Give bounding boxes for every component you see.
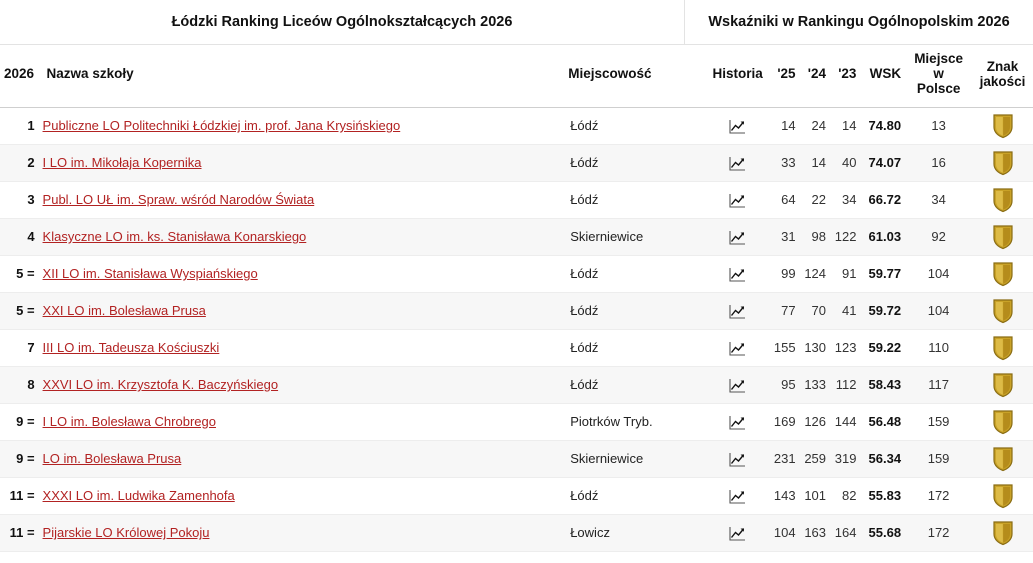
cell-rank: 11 = — [0, 514, 39, 551]
col-header-place[interactable] — [905, 45, 972, 107]
col-header-wsk[interactable]: WSK — [860, 45, 905, 107]
cell-rank: 9 = — [0, 440, 39, 477]
table-row — [0, 181, 1033, 218]
quality-shield-icon — [992, 113, 1014, 139]
cell-2025: 14 — [769, 107, 799, 144]
cell-city: Łódź — [566, 292, 706, 329]
table-row — [0, 366, 1033, 403]
line-chart-icon[interactable] — [729, 452, 746, 467]
school-link[interactable]: XXXI LO im. Ludwika Zamenhofa — [42, 488, 235, 503]
cell-wsk: 58.43 — [860, 366, 905, 403]
table-header-row — [0, 45, 1033, 107]
cell-2024: 259 — [800, 440, 830, 477]
line-chart-icon[interactable] — [729, 415, 746, 430]
cell-city: Łódź — [566, 366, 706, 403]
cell-quality-mark — [972, 366, 1033, 403]
cell-2024: 126 — [800, 403, 830, 440]
cell-2023: 144 — [830, 403, 860, 440]
cell-city: Łowicz — [566, 514, 706, 551]
col-header-2024[interactable]: '24 — [800, 45, 830, 107]
cell-quality-mark — [972, 107, 1033, 144]
cell-wsk: 56.34 — [860, 440, 905, 477]
cell-wsk: 55.68 — [860, 514, 905, 551]
line-chart-icon[interactable] — [729, 526, 746, 541]
cell-2024: 133 — [800, 366, 830, 403]
cell-quality-mark — [972, 181, 1033, 218]
cell-wsk: 66.72 — [860, 181, 905, 218]
cell-2023: 123 — [830, 329, 860, 366]
quality-shield-icon — [992, 335, 1014, 361]
line-chart-icon[interactable] — [729, 156, 746, 171]
cell-school — [39, 255, 567, 292]
cell-quality-mark — [972, 514, 1033, 551]
quality-shield-icon — [992, 520, 1014, 546]
cell-place: 13 — [905, 107, 972, 144]
cell-2023: 319 — [830, 440, 860, 477]
cell-school — [39, 329, 567, 366]
cell-2023: 91 — [830, 255, 860, 292]
cell-school — [39, 144, 567, 181]
table-header — [0, 45, 1033, 107]
cell-history[interactable] — [706, 107, 769, 144]
cell-school — [39, 514, 567, 551]
table-row — [0, 107, 1033, 144]
table-row — [0, 329, 1033, 366]
cell-wsk: 59.22 — [860, 329, 905, 366]
cell-2023: 112 — [830, 366, 860, 403]
cell-quality-mark — [972, 329, 1033, 366]
cell-quality-mark — [972, 440, 1033, 477]
cell-rank: 1 — [0, 107, 39, 144]
col-header-place-line1: Miejsce — [914, 51, 963, 67]
line-chart-icon[interactable] — [729, 267, 746, 282]
cell-wsk: 55.83 — [860, 477, 905, 514]
quality-shield-icon — [992, 224, 1014, 250]
line-chart-icon[interactable] — [729, 489, 746, 504]
cell-2024: 24 — [800, 107, 830, 144]
cell-history[interactable] — [706, 255, 769, 292]
cell-city: Skierniewice — [566, 440, 706, 477]
cell-school — [39, 218, 567, 255]
cell-school — [39, 366, 567, 403]
cell-history[interactable] — [706, 514, 769, 551]
cell-rank: 2 — [0, 144, 39, 181]
title-bar — [0, 0, 1033, 45]
cell-quality-mark — [972, 403, 1033, 440]
cell-history[interactable] — [706, 292, 769, 329]
cell-history[interactable] — [706, 144, 769, 181]
cell-city: Łódź — [566, 107, 706, 144]
cell-rank: 8 — [0, 366, 39, 403]
cell-history[interactable] — [706, 440, 769, 477]
cell-rank: 3 — [0, 181, 39, 218]
cell-2024: 98 — [800, 218, 830, 255]
school-link[interactable]: LO im. Bolesława Prusa — [42, 451, 182, 466]
cell-quality-mark — [972, 218, 1033, 255]
school-link[interactable]: III LO im. Tadeusza Kościuszki — [42, 340, 220, 355]
cell-2025: 231 — [769, 440, 799, 477]
school-link[interactable]: XXI LO im. Bolesława Prusa — [42, 303, 206, 318]
cell-place: 92 — [905, 218, 972, 255]
cell-place: 172 — [905, 477, 972, 514]
cell-quality-mark — [972, 292, 1033, 329]
cell-place: 34 — [905, 181, 972, 218]
school-link[interactable]: I LO im. Bolesława Chrobrego — [42, 414, 216, 429]
cell-2025: 104 — [769, 514, 799, 551]
cell-2023: 82 — [830, 477, 860, 514]
cell-place: 172 — [905, 514, 972, 551]
cell-place: 117 — [905, 366, 972, 403]
cell-2025: 33 — [769, 144, 799, 181]
cell-2024: 22 — [800, 181, 830, 218]
cell-2024: 130 — [800, 329, 830, 366]
cell-place: 104 — [905, 255, 972, 292]
col-header-rank[interactable]: 2026 — [0, 45, 39, 107]
col-header-2025[interactable]: '25 — [769, 45, 799, 107]
cell-city: Skierniewice — [566, 218, 706, 255]
line-chart-icon[interactable] — [729, 304, 746, 319]
quality-shield-icon — [992, 187, 1014, 213]
cell-place: 16 — [905, 144, 972, 181]
cell-city: Łódź — [566, 144, 706, 181]
col-header-history[interactable]: Historia — [706, 45, 769, 107]
cell-quality-mark — [972, 255, 1033, 292]
cell-wsk: 74.80 — [860, 107, 905, 144]
cell-2025: 155 — [769, 329, 799, 366]
cell-school — [39, 107, 567, 144]
cell-2025: 64 — [769, 181, 799, 218]
cell-2025: 99 — [769, 255, 799, 292]
col-header-name[interactable]: Nazwa szkoły — [39, 45, 567, 107]
cell-city: Łódź — [566, 181, 706, 218]
cell-2023: 40 — [830, 144, 860, 181]
cell-school — [39, 477, 567, 514]
cell-school — [39, 440, 567, 477]
line-chart-icon[interactable] — [729, 193, 746, 208]
cell-2024: 14 — [800, 144, 830, 181]
cell-rank: 9 = — [0, 403, 39, 440]
cell-2025: 95 — [769, 366, 799, 403]
cell-rank: 11 = — [0, 477, 39, 514]
table-row — [0, 514, 1033, 551]
cell-place: 104 — [905, 292, 972, 329]
cell-wsk: 74.07 — [860, 144, 905, 181]
cell-rank: 4 — [0, 218, 39, 255]
quality-shield-icon — [992, 483, 1014, 509]
quality-shield-icon — [992, 372, 1014, 398]
cell-place: 159 — [905, 403, 972, 440]
cell-wsk: 59.72 — [860, 292, 905, 329]
cell-wsk: 61.03 — [860, 218, 905, 255]
cell-history[interactable] — [706, 181, 769, 218]
col-header-city[interactable]: Miejscowość — [566, 45, 706, 107]
table-row — [0, 218, 1033, 255]
cell-2025: 169 — [769, 403, 799, 440]
col-header-place-line3: Polsce — [916, 81, 961, 97]
national-ranking-title: Wskaźniki w Rankingu Ogólnopolskim 2026 — [708, 14, 1010, 30]
table-body — [0, 107, 1033, 551]
cell-city: Piotrków Tryb. — [566, 403, 706, 440]
col-header-2023[interactable]: '23 — [830, 45, 860, 107]
quality-shield-icon — [992, 150, 1014, 176]
school-link[interactable]: I LO im. Mikołaja Kopernika — [42, 155, 202, 170]
cell-history[interactable] — [706, 218, 769, 255]
cell-wsk: 59.77 — [860, 255, 905, 292]
cell-2023: 14 — [830, 107, 860, 144]
school-link[interactable]: Klasyczne LO im. ks. Stanisława Konarskiego — [42, 229, 307, 244]
school-link[interactable]: XII LO im. Stanisława Wyspiańskiego — [42, 266, 258, 281]
quality-shield-icon — [992, 261, 1014, 287]
cell-2024: 70 — [800, 292, 830, 329]
local-ranking-title: Łódzki Ranking Liceów Ogólnokształcących 2026 — [0, 0, 685, 44]
col-header-mark-line1: Znak — [986, 58, 1019, 74]
col-header-quality-mark[interactable] — [972, 45, 1033, 107]
cell-2024: 124 — [800, 255, 830, 292]
quality-shield-icon — [992, 409, 1014, 435]
ranking-table — [0, 45, 1033, 552]
table-row — [0, 144, 1033, 181]
cell-rank: 5 = — [0, 292, 39, 329]
cell-place: 110 — [905, 329, 972, 366]
cell-2025: 31 — [769, 218, 799, 255]
cell-rank: 5 = — [0, 255, 39, 292]
line-chart-icon[interactable] — [729, 230, 746, 245]
cell-2025: 143 — [769, 477, 799, 514]
table-row — [0, 403, 1033, 440]
table-row — [0, 292, 1033, 329]
cell-school — [39, 181, 567, 218]
table-row — [0, 255, 1033, 292]
school-link[interactable]: XXVI LO im. Krzysztofa K. Baczyńskiego — [42, 377, 279, 392]
quality-shield-icon — [992, 298, 1014, 324]
col-header-mark-line2: jakości — [979, 73, 1026, 89]
cell-school — [39, 292, 567, 329]
cell-history[interactable] — [706, 403, 769, 440]
cell-quality-mark — [972, 477, 1033, 514]
cell-2025: 77 — [769, 292, 799, 329]
col-header-place-line2: w — [933, 66, 944, 82]
cell-2024: 101 — [800, 477, 830, 514]
cell-quality-mark — [972, 144, 1033, 181]
cell-2023: 122 — [830, 218, 860, 255]
line-chart-icon[interactable] — [729, 341, 746, 356]
table-row — [0, 440, 1033, 477]
cell-history[interactable] — [706, 329, 769, 366]
line-chart-icon[interactable] — [729, 378, 746, 393]
quality-shield-icon — [992, 446, 1014, 472]
cell-rank: 7 — [0, 329, 39, 366]
table-row — [0, 477, 1033, 514]
line-chart-icon[interactable] — [729, 119, 746, 134]
cell-2023: 164 — [830, 514, 860, 551]
cell-wsk: 56.48 — [860, 403, 905, 440]
school-link[interactable]: Publiczne LO Politechniki Łódzkiej im. prof. Jana Krysińskiego — [42, 118, 401, 133]
school-link[interactable]: Pijarskie LO Królowej Pokoju — [42, 525, 210, 540]
cell-history[interactable] — [706, 477, 769, 514]
cell-2023: 41 — [830, 292, 860, 329]
cell-2024: 163 — [800, 514, 830, 551]
school-link[interactable]: Publ. LO UŁ im. Spraw. wśród Narodów Świata — [42, 192, 315, 207]
cell-school — [39, 403, 567, 440]
cell-2023: 34 — [830, 181, 860, 218]
cell-place: 159 — [905, 440, 972, 477]
cell-city: Łódź — [566, 329, 706, 366]
cell-city: Łódź — [566, 255, 706, 292]
cell-history[interactable] — [706, 366, 769, 403]
cell-city: Łódź — [566, 477, 706, 514]
